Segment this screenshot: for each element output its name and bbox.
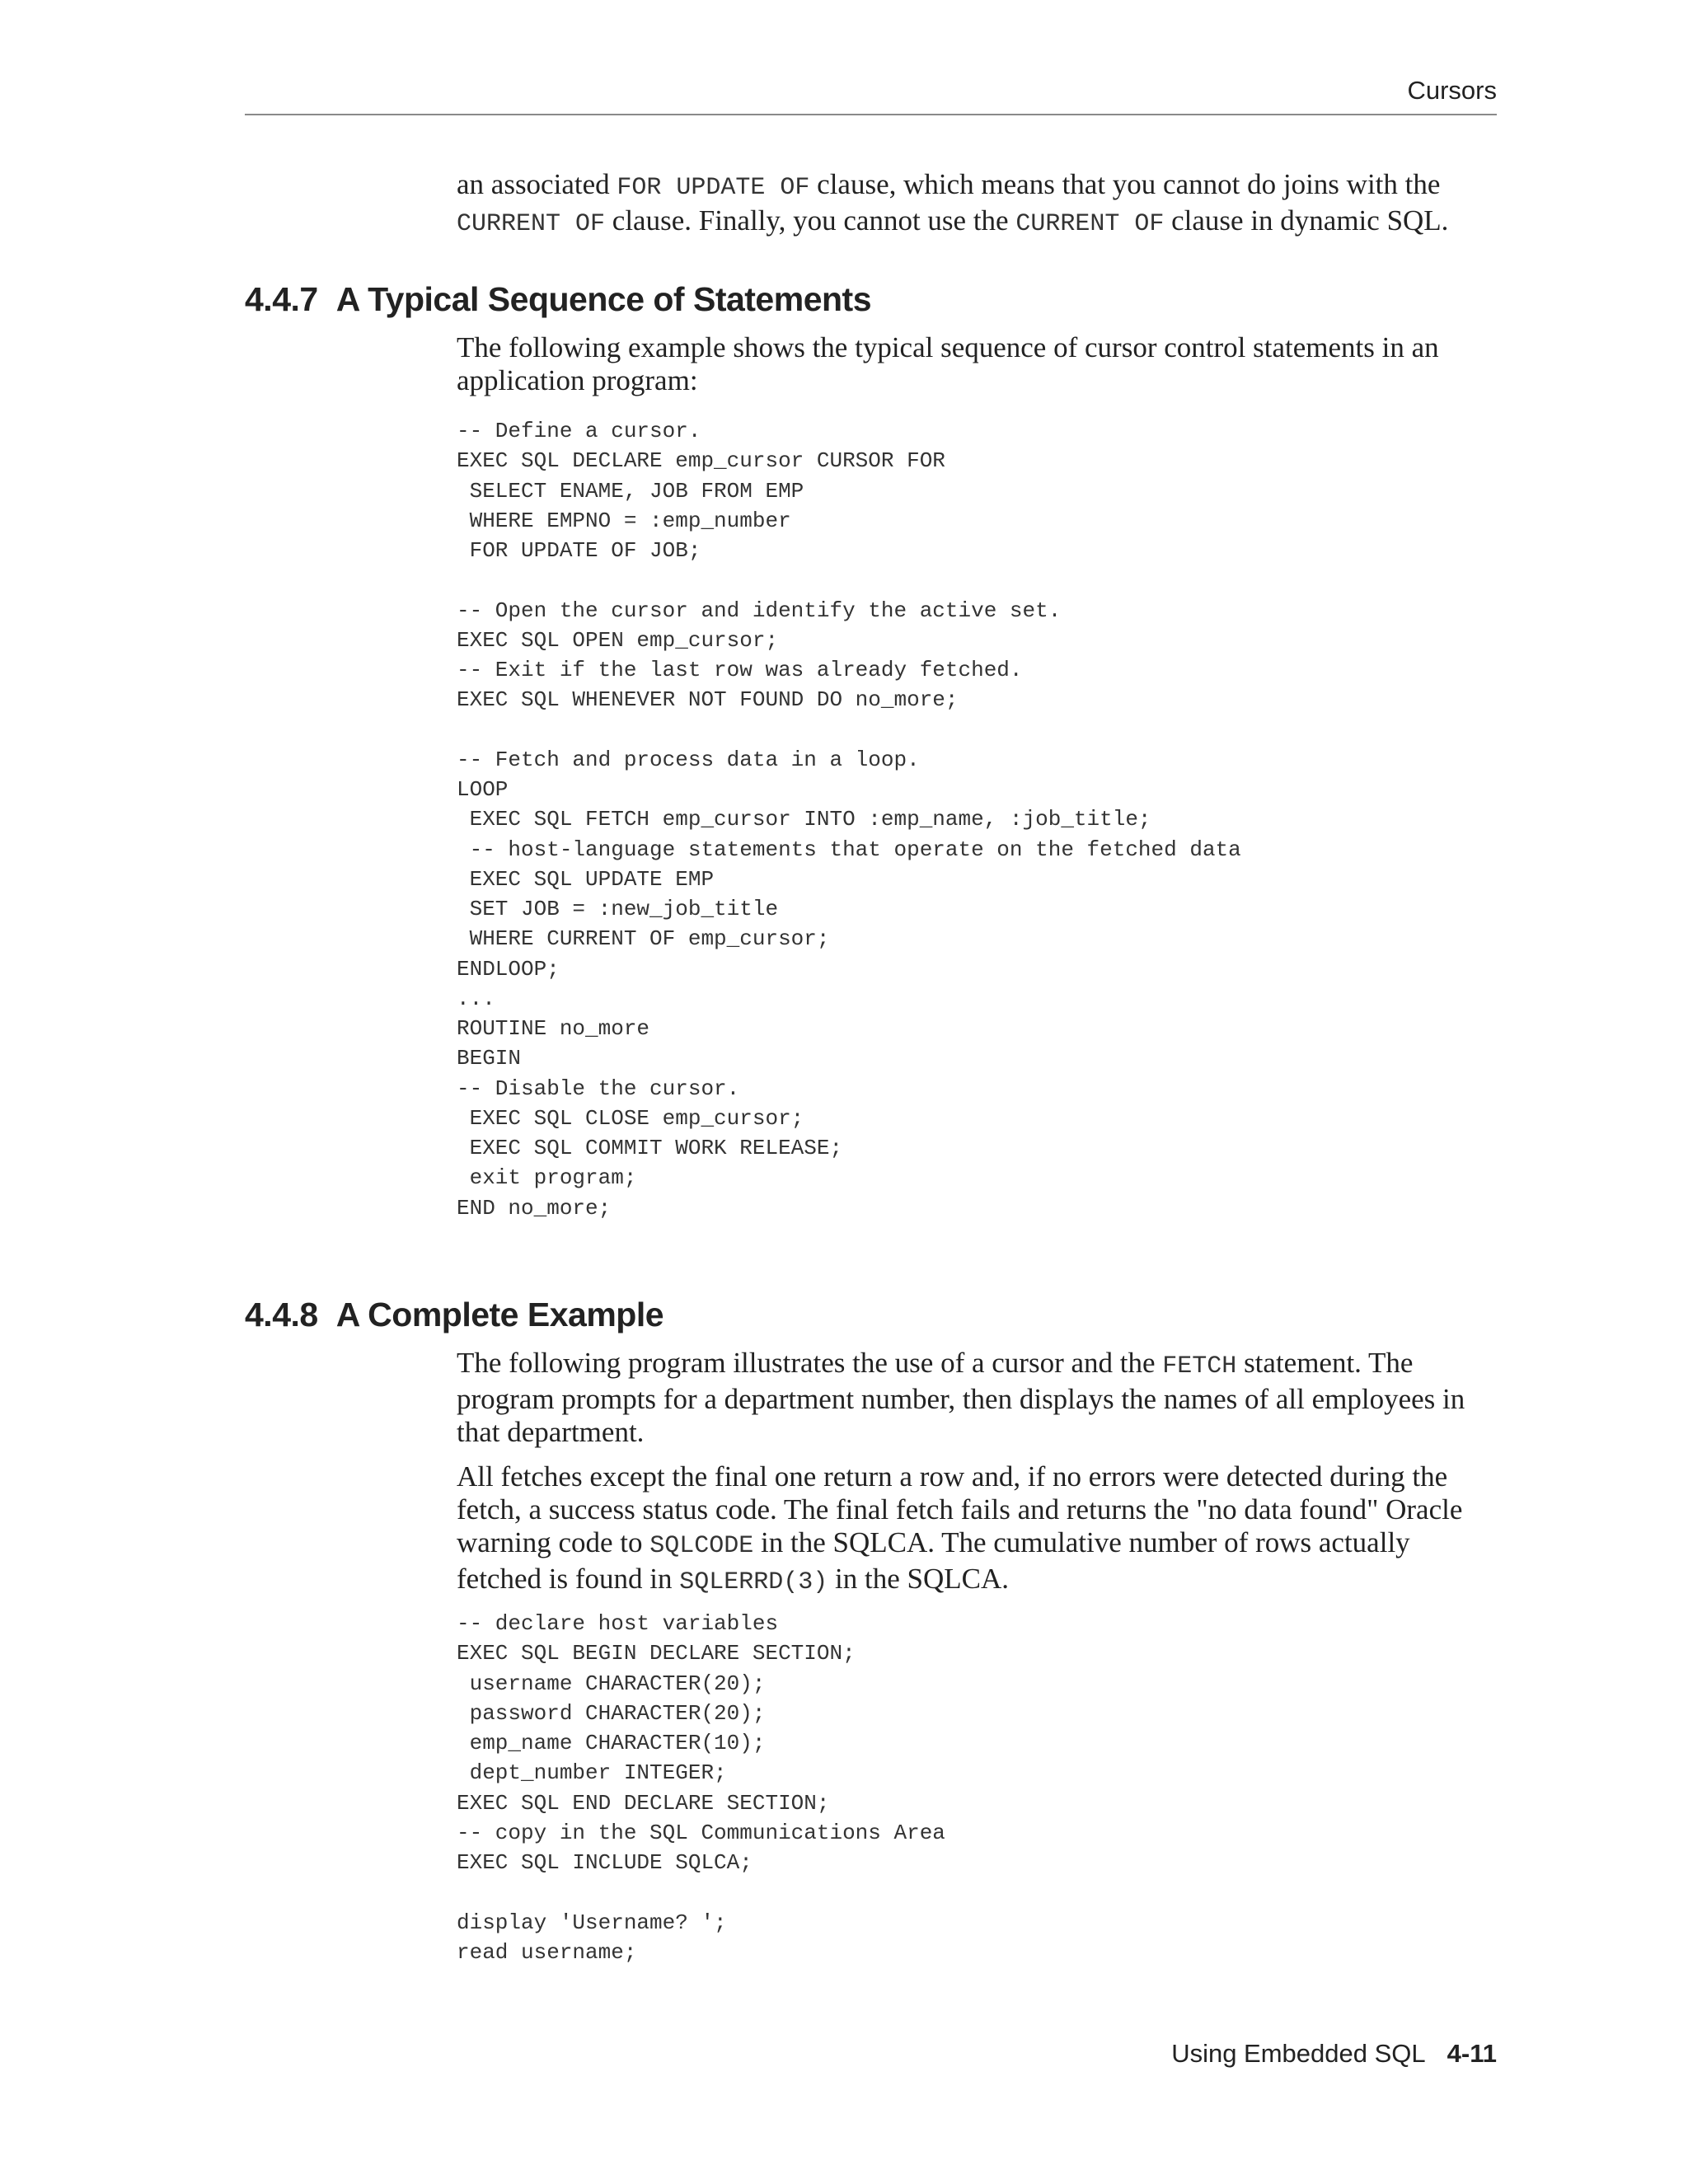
section-heading-447 bbox=[245, 280, 871, 319]
inline-code: CURRENT OF bbox=[457, 210, 606, 238]
page-footer bbox=[1171, 2039, 1497, 2069]
section-447-paragraph: The following example shows the typical sequence of cursor control statements in an application program: bbox=[457, 331, 1439, 396]
header-rule bbox=[245, 114, 1497, 115]
inline-code: CURRENT OF bbox=[1015, 210, 1165, 238]
footer-chapter: Using Embedded SQL bbox=[1171, 2039, 1426, 2068]
running-header: Cursors bbox=[1407, 76, 1497, 105]
page-number: 4-11 bbox=[1447, 2039, 1497, 2068]
inline-code: FOR UPDATE OF bbox=[617, 174, 810, 202]
intro-paragraph: an associated FOR UPDATE OF clause, which means that you cannot do joins with the CURRENT OF clause. Finally, you cannot use the CURRENT OF clause in dynamic SQL. bbox=[457, 168, 1449, 238]
section-heading-448 bbox=[245, 1296, 663, 1334]
section-448-paragraph-1: The following program illustrates the use of a cursor and the FETCH statement. The program prompts for a department number, then displays the names of all employees in that department. bbox=[457, 1347, 1465, 1448]
inline-code: SQLCODE bbox=[649, 1532, 754, 1560]
section-number: 4.4.7 bbox=[245, 280, 318, 318]
inline-code: SQLERRD(3) bbox=[679, 1568, 828, 1596]
section-title: A Typical Sequence of Statements bbox=[335, 280, 871, 318]
section-title: A Complete Example bbox=[335, 1296, 664, 1333]
code-example-complete: -- declare host variables EXEC SQL BEGIN DECLARE SECTION; username CHARACTER(20); password CHARACTER(20); emp_name CHARACTER(10); dept_number INTEGER; EXEC SQL END DECLARE SECTION; -- copy in the SQL Communications Area EXEC SQL INCLUDE SQLCA; display 'Username? '; read username; bbox=[457, 1611, 945, 1965]
section-number: 4.4.8 bbox=[245, 1296, 318, 1333]
code-example-typical-sequence: -- Define a cursor. EXEC SQL DECLARE emp_cursor CURSOR FOR SELECT ENAME, JOB FROM EMP WHERE EMPNO = :emp_number FOR UPDATE OF JOB; -- Open the cursor and identify the active set. EXEC SQL OPEN emp_cursor; -- Exit if the last row was already fetched. EXEC SQL WHENEVER NOT FOUND DO no_more; -- Fetch and process data in a loop. LOOP EXEC SQL FETCH emp_cursor INTO :emp_name, :job_title; -- host-language statements that operate on the fetched data EXEC SQL UPDATE EMP SET JOB = :new_job_title WHERE CURRENT OF emp_cursor; ENDLOOP; ... ROUTINE no_more BEGIN -- Disable the cursor. EXEC SQL CLOSE emp_cursor; EXEC SQL COMMIT WORK RELEASE; exit program; END no_more; bbox=[457, 419, 1241, 1221]
inline-code: FETCH bbox=[1162, 1352, 1237, 1380]
section-448-paragraph-2: All fetches except the final one return a row and, if no errors were detected during the fetch, a success status code. The final fetch fails and returns the "no data found" Oracle warning code to SQLCODE in the SQLCA. The cumulative number of rows actually fetched is found in SQLERRD(3) in the SQLCA. bbox=[457, 1460, 1463, 1596]
